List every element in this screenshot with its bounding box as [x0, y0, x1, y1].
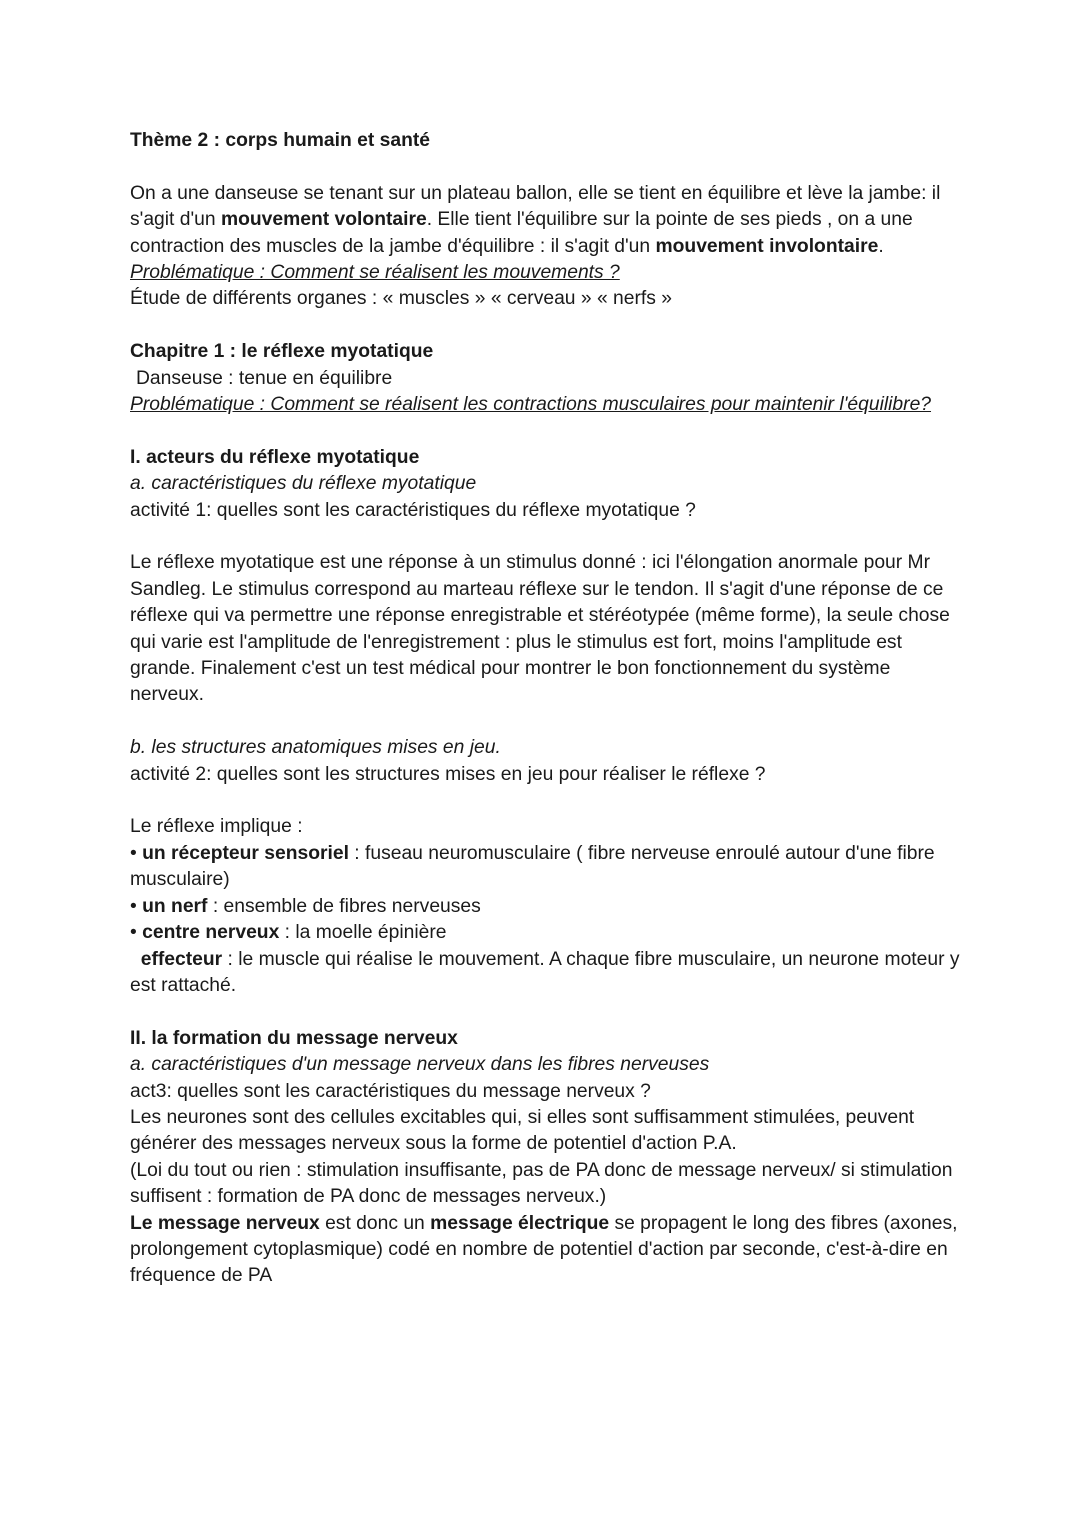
- organs-study: Étude de différents organes : « muscles » « cerveau » « nerfs »: [130, 288, 672, 310]
- voluntary-movement-term: mouvement volontaire: [220, 209, 427, 231]
- involuntary-movement-term: mouvement involontaire: [655, 235, 879, 257]
- list-item: • un nerf : ensemble de fibres nerveuses: [130, 895, 481, 917]
- chapter-1-line: Danseuse : tenue en équilibre: [136, 367, 393, 389]
- document-page: [130, 128, 960, 1290]
- reflex-implies: Le réflexe implique :: [130, 816, 303, 838]
- activity-3: act3: quelles sont les caractéristiques du message nerveux ?: [130, 1080, 651, 1102]
- list-item: • centre nerveux : la moelle épinière: [130, 922, 447, 944]
- activity-1: activité 1: quelles sont les caractéristiques du réflexe myotatique ?: [130, 499, 696, 521]
- section-2a-title: a. caractéristiques d'un message nerveux dans les fibres nerveuses: [130, 1054, 710, 1076]
- chapter-1-problem: Problématique : Comment se réalisent les contractions musculaires pour maintenir l'équilibre?: [130, 394, 932, 416]
- section-1b-title: b. les structures anatomiques mises en jeu.: [130, 737, 501, 759]
- theme-title: Thème 2 : corps humain et santé: [130, 130, 431, 151]
- neurons-paragraph: Les neurones sont des cellules excitables qui, si elles sont suffisamment stimulées, peuvent générer des messages nerveux sous la forme de potentiel d'action P.A.: [130, 1106, 915, 1155]
- section-1a-title: a. caractéristiques du réflexe myotatique: [130, 473, 477, 495]
- bullet: •: [130, 895, 137, 917]
- section-2-title: II. la formation du message nerveux: [130, 1027, 458, 1049]
- all-or-nothing-law: (Loi du tout ou rien : stimulation insuffisante, pas de PA donc de message nerveux/ si stimulation suffisent : formation de PA donc de messages nerveux.): [130, 1159, 953, 1208]
- problem-statement-1: Problématique : Comment se réalisent les mouvements ?: [130, 262, 620, 284]
- section-1-title: I. acteurs du réflexe myotatique: [130, 446, 420, 468]
- nervous-message-conclusion: Le message nerveux est donc un message électrique se propagent le long des fibres (axones, prolongement cytoplasmique) codé en nombre de potentiel d'action par seconde, c'est-à-dire en fréquence de PA: [130, 1212, 958, 1287]
- activity-2: activité 2: quelles sont les structures mises en jeu pour réaliser le réflexe ?: [130, 763, 766, 785]
- reflex-description: Le réflexe myotatique est une réponse à un stimulus donné : ici l'élongation anormale pour Mr Sandleg. Le stimulus correspond au marteau réflexe sur le tendon. Il s'agit d'une réponse de ce réflexe qui va permettre une réponse enregistrable et stéréotypée (même forme), la seule chose qui varie est l'amplitude de l'enregistrement : plus le stimulus est fort, moins l'amplitude est grande. Finalement c'est un test médical pour montrer le bon fonctionnement du système nerveux.: [130, 552, 950, 706]
- list-item: effecteur : le muscle qui réalise le mouvement. A chaque fibre musculaire, un neurone moteur y est rattaché.: [130, 948, 960, 996]
- bullet: •: [130, 842, 137, 864]
- intro-paragraph: On a une danseuse se tenant sur un plateau ballon, elle se tient en équilibre et lève la jambe: il s'agit d'un mouvement volontaire. Elle tient l'équilibre sur la pointe de ses pieds , on a une contraction des muscles de la jambe d'équilibre : il s'agit d'un mouvement involontaire.: [130, 182, 941, 257]
- chapter-1-title: Chapitre 1 : le réflexe myotatique: [130, 341, 434, 363]
- list-item: • un récepteur sensoriel : fuseau neuromusculaire ( fibre nerveuse enroulé autour d'une fibre musculaire): [130, 842, 935, 891]
- structures-list: [130, 841, 960, 999]
- bullet: •: [130, 922, 137, 944]
